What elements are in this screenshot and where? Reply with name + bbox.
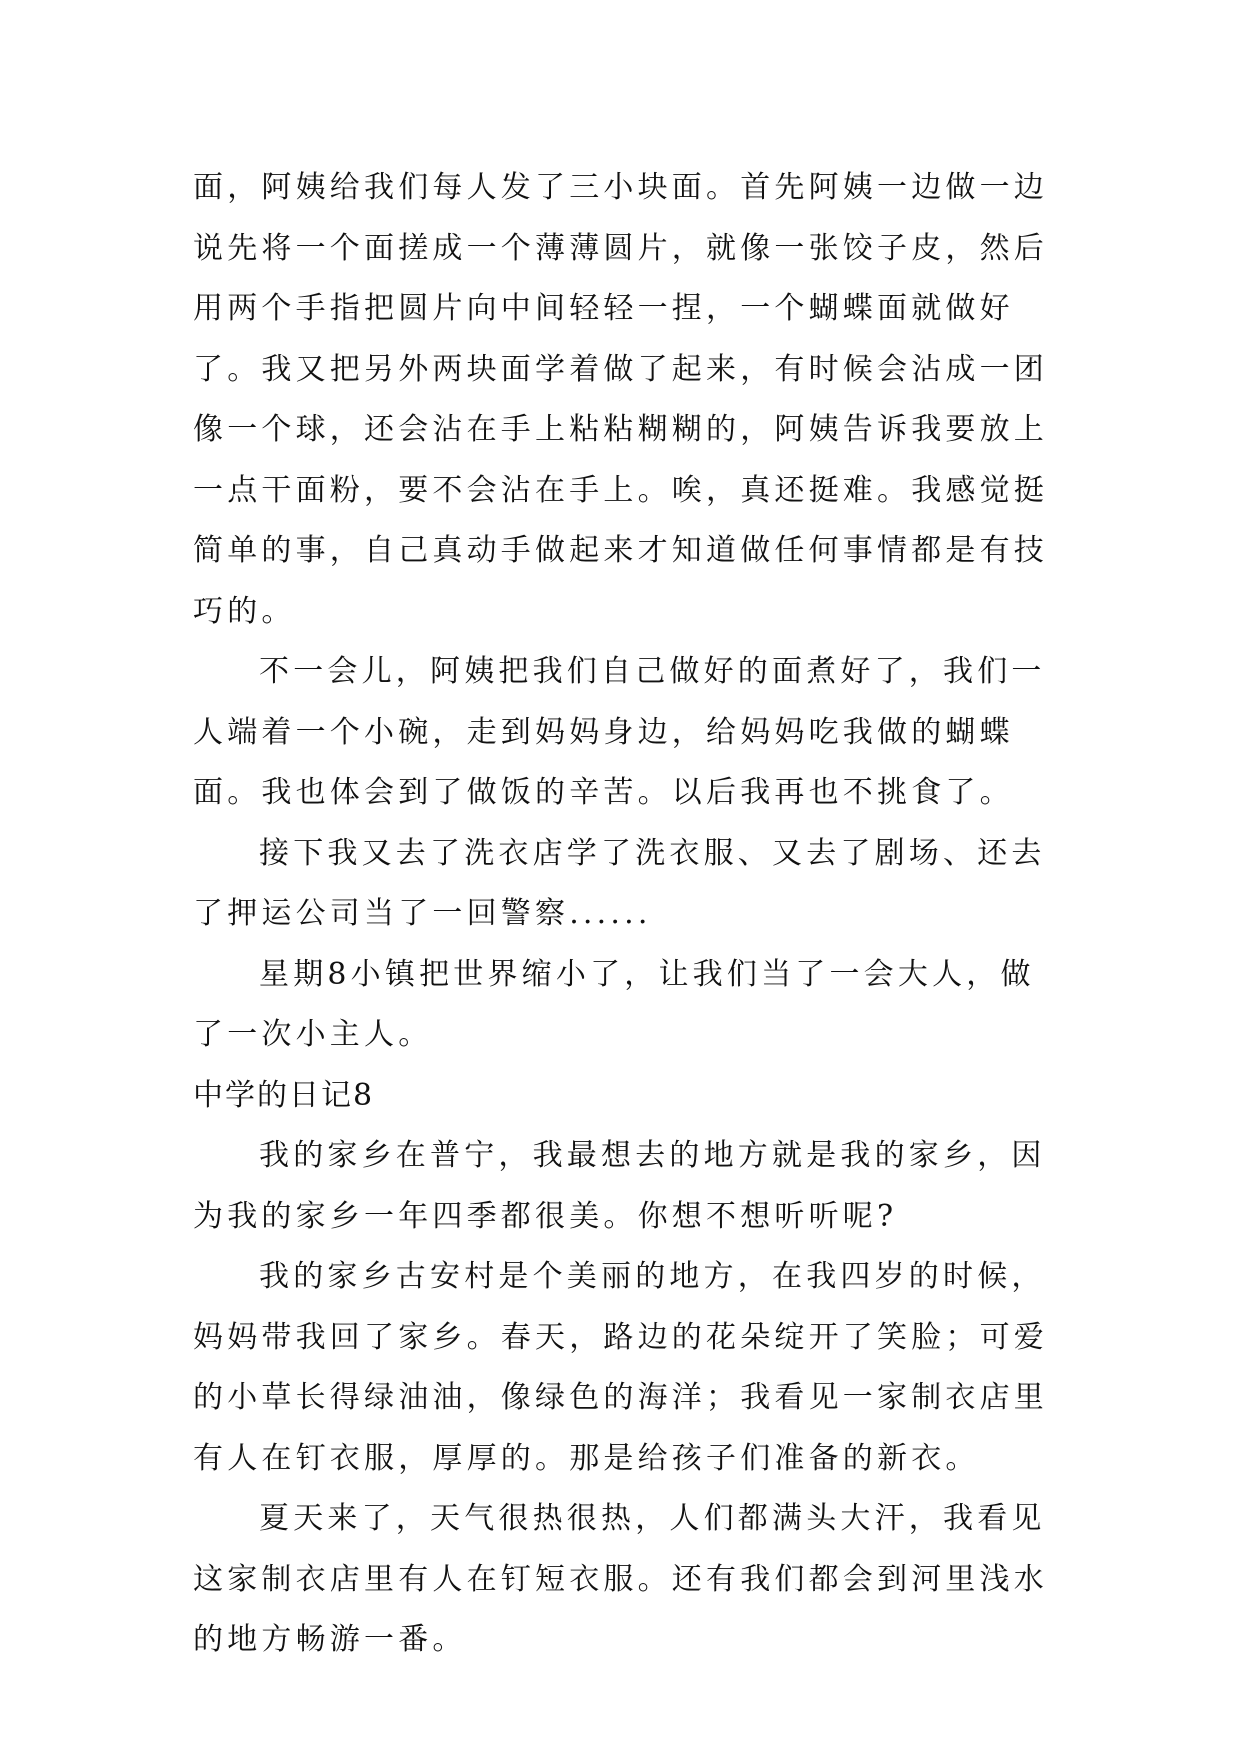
- paragraph: 我的家乡在普宁，我最想去的地方就是我的家乡，因为我的家乡一年四季都很美。你想不想听听呢?: [193, 1138, 1046, 1234]
- paragraph: 星期8小镇把世界缩小了，让我们当了一会大人，做了一次小主人。: [193, 956, 1035, 1052]
- section-heading: 中学的日记8: [193, 1077, 375, 1113]
- paragraph: 夏天来了，天气很热很热，人们都满头大汗，我看见这家制衣店里有人在钉短衣服。还有我们都会到河里浅水的地方畅游一番。: [193, 1501, 1048, 1657]
- document-body: [193, 158, 1063, 1671]
- paragraph: 面，阿姨给我们每人发了三小块面。首先阿姨一边做一边说先将一个面搓成一个薄薄圆片，就像一张饺子皮，然后用两个手指把圆片向中间轻轻一捏，一个蝴蝶面就做好了。我又把另外两块面学着做了起来，有时候会沾成一团像一个球，还会沾在手上粘粘糊糊的，阿姨告诉我要放上一点干面粉，要不会沾在手上。唉，真还挺难。我感觉挺简单的事，自己真动手做起来才知道做任何事情都是有技巧的。: [193, 170, 1048, 629]
- paragraph: 我的家乡古安村是个美丽的地方，在我四岁的时候，妈妈带我回了家乡。春天，路边的花朵绽开了笑脸；可爱的小草长得绿油油，像绿色的海洋；我看见一家制衣店里有人在钉衣服，厚厚的。那是给孩子们准备的新衣。: [193, 1259, 1048, 1476]
- paragraph: 不一会儿，阿姨把我们自己做好的面煮好了，我们一人端着一个小碗，走到妈妈身边，给妈妈吃我做的蝴蝶面。我也体会到了做饭的辛苦。以后我再也不挑食了。: [193, 654, 1046, 810]
- paragraph: 接下我又去了洗衣店学了洗衣服、又去了剧场、还去了押运公司当了一回警察......: [193, 835, 1046, 931]
